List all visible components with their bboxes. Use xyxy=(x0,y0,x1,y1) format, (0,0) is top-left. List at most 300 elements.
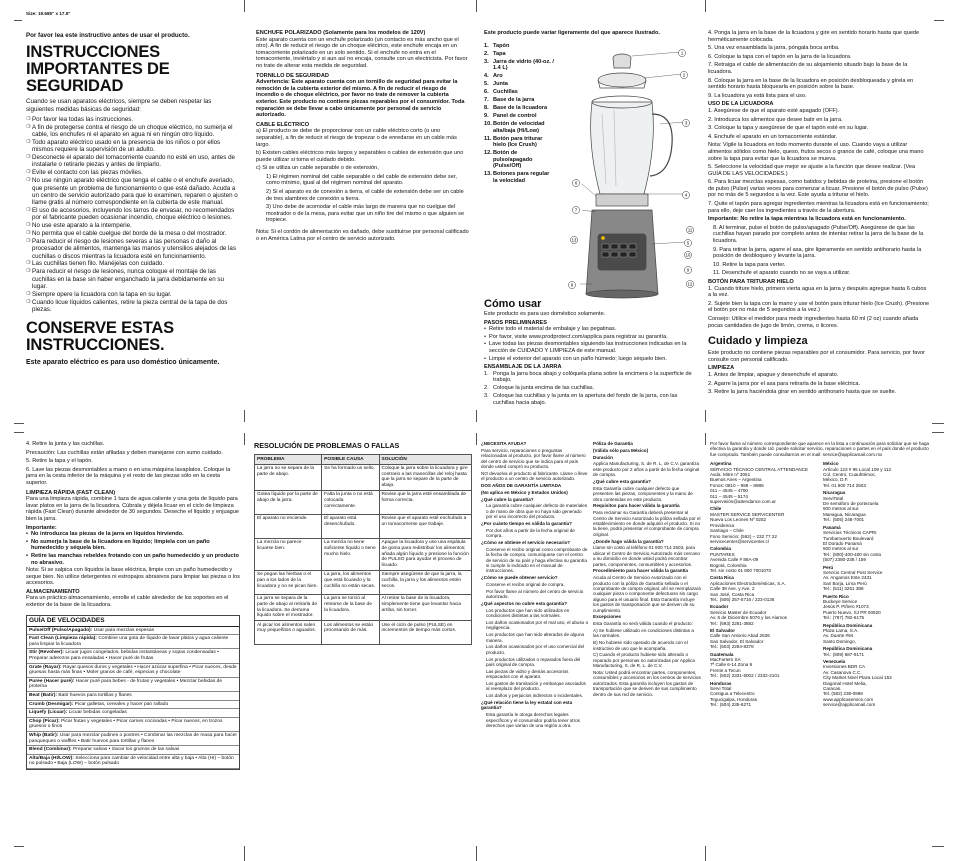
crop-mark xyxy=(14,423,24,424)
speed-name: Liquefy (Licuar): xyxy=(29,710,68,716)
part-label: Botón de velocidad alta/baja (Hi/Low) xyxy=(493,121,545,134)
how-to-use-title: Cómo usar xyxy=(484,298,542,310)
table-cell: La jarra no se separa de la parte de abajo. xyxy=(255,464,322,490)
part-number: 6. xyxy=(484,89,489,96)
service-centers-left xyxy=(710,459,817,707)
part-item xyxy=(484,73,554,80)
cord-subitem: 3) Uno debe de acomodar el cable más largo de manera que no cuelgue del mostrador o de la mesa, para evitar que un niño tire del mismo o que alguien se tropiece. xyxy=(266,204,465,224)
country-name: Nicaragua xyxy=(823,490,846,496)
part-label: Base de la jarra xyxy=(493,97,535,104)
assembly-step: 4. Ponga la jarra en la base de la licuadora y gire en sentido horario hasta que quede herméticamente colocada. xyxy=(708,30,920,43)
country-name: El Salvador xyxy=(710,628,736,633)
warranty-heading: ¿Donde hago válida la garantía? xyxy=(593,538,664,544)
center-line: supervisión@attendance.com.ar xyxy=(710,499,776,505)
center-line: Bogotá, Colombia xyxy=(710,562,747,568)
part-item xyxy=(484,89,554,96)
service-centers-header: Por favor llame al número correspondiente que aparece en la lista a continuación para solicitar que se haga efectiva la garantía y donde Ud. puede solicitar servicio, reparaciones o partes en el país donde el producto fue comprado. También puede consultarnos en el mail: service@applicamail.com.mx xyxy=(710,441,930,457)
table-cell: Coloque la jarra sobre la licuadora y gire contrario a las manecillas del reloj hasta que la jarra se separe de la parte de abajo. xyxy=(379,464,471,490)
center-line: Tel. sin costo 01 800 7001070 xyxy=(710,567,772,573)
warranty-text: Applica Manufacturing, S. de R. L. de C.V. garantiza este producto por 2 años a partir de la fecha original de compra. xyxy=(593,461,700,478)
use-step: 7. Quite el tapón para agregar ingredientes mientras la licuadora está en funcionamiento; para ello, deje caer los ingredientes a través de la abertura. xyxy=(708,201,929,214)
speed-guide-title: GUÍA DE VELOCIDADES xyxy=(27,616,239,627)
safety-item: ❍ No permita que el cable cuelgue del borde de la mesa o del mostrador. xyxy=(26,230,238,237)
table-cell: Al retirar la base de la licuadora, simplemente tiene que levantar hacia arriba, sin torcer. xyxy=(379,594,471,620)
center-line: De semáforo de portezuela xyxy=(823,501,879,507)
diagram-number: 10 xyxy=(685,252,691,258)
diagram-callout xyxy=(686,226,693,233)
cleaning-step: Precaución: Las cuchillas están afiladas y deben manejarse con sumo cuidado. xyxy=(26,449,223,456)
use-step: 5. Seleccione la velocidad que mejor se ajuste a la función que desee realizar. (Vea GUÍA DE LAS VELOCIDADES.) xyxy=(708,164,916,177)
preliminary-item: • Por favor, visite www.prodprotect.com/applica para registrar su garantía. xyxy=(484,334,700,341)
part-item xyxy=(484,97,554,104)
safety-item: ❍ No use ningún aparato eléctrico que tenga el cable o el enchufe averiado, que presente un problema de funcionamiento o que esté dañado. Acuda a un centro de servicio autorizado para que lo examinen, reparen o ajusten o llame gratis al número correspondiente en la cubierta de este manual. xyxy=(26,177,238,206)
diagram-callout xyxy=(568,281,575,288)
speed-name: Alta/Baja (HI/LOW): xyxy=(29,755,74,761)
assembly-item xyxy=(484,393,700,406)
crop-mark xyxy=(932,423,944,424)
important-list xyxy=(26,531,240,566)
use-step: 2. Introduzca los alimentos que desee batir en la jarra. xyxy=(708,116,843,123)
speed-description: Hacer puré para bebes - de frutas y vegetales • Mezclar bebidas de proteína xyxy=(29,678,223,690)
part-item xyxy=(484,121,554,134)
use-step: 11. Desenchufe el aparato cuando no se vaya a utilizar. xyxy=(713,270,851,277)
center-line: Caracas. xyxy=(823,686,842,692)
table-cell: La jarra se separa de la parte de abajo al retirarla de la licuadora. Se derrama líquido sobre el mostrador. xyxy=(255,594,322,620)
country-name: Chile xyxy=(710,506,722,512)
table-cell: La jarra se torció al retirarse de la base de la licuadora. xyxy=(322,594,379,620)
speed-row xyxy=(27,626,239,635)
cleaning-step: 1. Antes de limpiar, apague y desenchufe el aparato. xyxy=(708,371,839,378)
warranty-text: Por favor llame al número del centro de servicio autorizado. xyxy=(486,588,584,600)
center-line: Tel.: (511) 3251 388 xyxy=(823,586,864,592)
center-line: Av. 6 de Diciembre 5076 y los Alamos xyxy=(710,615,787,621)
table-cell: Se pegan las hierbas o el pan a los lados de la licuadora y no se pican bien. xyxy=(255,570,322,594)
table-row xyxy=(255,538,472,570)
ice-crush-heading: BOTÓN PARA TRITURAR HIELO xyxy=(708,279,794,285)
cord-note: Nota: Si el cordón de alimentación es dañado, debe sustituirse por personal calificado o en América Latina por el centro de servicio autorizado. xyxy=(256,229,469,242)
warranty-text: Para servicio, reparaciones o preguntas relacionadas al producto, por favor llame al número del centro de servicio que se indica para el país donde usted compró su producto. xyxy=(481,447,586,470)
safety-screw-heading: TORNILLO DE SEGURIDAD xyxy=(256,72,329,79)
cord-list xyxy=(256,128,469,172)
diagram-callout xyxy=(678,49,685,56)
safety-item: ❍ No use este aparato a la intemperie. xyxy=(26,222,238,229)
warranty-text: Esta Garantía no será válida cuando el producto: xyxy=(593,621,693,627)
center-line: Servicios Técnicos CAPRI xyxy=(823,530,877,536)
safety-item: ❍ Todo aparato eléctrico usado en la presencia de los niños o por ellos mismos requiere la supervisión de un adulto. xyxy=(26,139,238,154)
speed-row xyxy=(27,677,239,691)
speed-description: Picar galletas, cereales y hacer pan rallado xyxy=(74,701,169,707)
part-item xyxy=(484,105,554,112)
safety-item: ❍ Para reducir el riesgo de lesiones severas a las personas o daño al procesador de alimentos, mantenga las manos y utensilios alejados de las cuchillas o discos mientras la licuadora esté en funcionamiento. xyxy=(26,238,238,260)
country-name: Colombia xyxy=(710,546,731,552)
fast-clean-text: Para una limpieza rápida, combine 1 taza de agua caliente y una gota de líquido para lavar platos en la jarra de la licuadora. Cúbrala y déjela licuar en el ciclo de limpieza rápida (Fast Clean) durante alrededor de 30 segundos. Deseche el líquido y enjuague bien la jarra. xyxy=(26,496,240,522)
plug-cord-column xyxy=(256,30,469,244)
warranty-text: Para reclamar su Garantía deberá presentar al Centro de Servicio Autorizado la póliza sellada por el establecimiento en donde adquirió el producto. Si no la tiene, podrá presentar el comprobante de compra original. xyxy=(593,510,701,537)
speed-row xyxy=(27,717,239,731)
center-line: Tegucigalpa, Honduras xyxy=(710,696,757,702)
tip-text: Consejo: Utilice el medidor para medir ingredientes hasta 60 ml (2 oz) cuando añada pocas cantidades de jugo de limón, crema, o licores. xyxy=(708,315,919,329)
center-line: Artículo 123 # 95 Local 109 y 112 xyxy=(823,466,892,472)
uso-note: Nota: Vigile la licuadora en todo momento durante el uso. Cuando vaya a utilizar alimentos sólidos como hielo, queso, frutos secos o granos de café, coloque una mano sobre la tapa para evitar que la licuadora se mueva. xyxy=(708,142,924,162)
crop-mark xyxy=(244,410,245,422)
center-line: 500 metros al sur. xyxy=(823,506,860,512)
center-line: Col. Centro, Cuauhtémoc, xyxy=(823,472,877,478)
warranty-text: A) Se hubiese utilizado en condiciones distintas a las normales. xyxy=(593,628,694,639)
center-line: (507) 2380-238 / 159 xyxy=(823,557,866,563)
speed-name: Fast Clean (Limpieza rápida): xyxy=(29,636,97,642)
how-to-use-column xyxy=(484,30,700,406)
warranty-heading: DOS AÑOS DE GARANTÍA LIMITADA xyxy=(481,483,562,489)
warranty-text: Los productos que han sido utilizados en condiciones distintas a las normales. xyxy=(486,607,570,619)
speed-row xyxy=(27,692,239,701)
service-centers-right xyxy=(823,459,930,707)
table-header: POSIBLE CAUSA xyxy=(322,455,379,465)
preliminary-heading: PASOS PRELIMINARES xyxy=(484,319,547,326)
cord-item: b) Existen cables eléctricos más largos y separables o cables de extensión que uno puede utilizar si toma el cuidado debido. xyxy=(256,150,464,163)
speed-name: Beat (Batir): xyxy=(29,693,57,698)
speed-cell xyxy=(27,649,239,663)
part-label: Junta xyxy=(493,81,508,88)
crop-mark xyxy=(476,433,477,445)
service-centers-column xyxy=(710,441,930,708)
safety-column xyxy=(26,32,238,367)
crop-mark xyxy=(705,0,706,12)
crop-mark xyxy=(932,846,944,847)
part-label: Tapón xyxy=(493,42,510,49)
diagram-number: 5 xyxy=(686,240,690,246)
warranty-text: Los daños ocasionados por el uso comercial del producto. xyxy=(486,644,585,655)
diagram-callout xyxy=(572,179,579,186)
center-line: Puerto Nuevo, SJ PR 00920 xyxy=(823,609,881,615)
diagram-callout xyxy=(684,251,691,258)
diagram-number: 6 xyxy=(574,180,578,186)
warranty-mexico xyxy=(593,441,701,699)
center-line: Tel. (582) 238-0989 xyxy=(823,691,863,697)
warranty-heading: Póliza de Garantía xyxy=(593,441,633,446)
polarized-plug-text: Este aparato cuenta con un enchufe polarizado (un contacto es más ancho que el otro). A fin de reducir el riesgo de un choque eléctrico, este enchufe encaja en un tomacorriente polarizado en un solo sentido. Si el enchufe no entra en el tomacorriente, inviértalo y si aun así no encaja, consulte con un electricista. Por favor no trate de alterar esta medida de seguridad. xyxy=(256,36,468,69)
center-line: Jesús P. Piñero #1073 xyxy=(823,604,869,610)
table-cell: Revise que el aparato esté enchufado a un tomacorriente que trabaje. xyxy=(379,514,471,538)
warranty-text: Los gastos de tramitación y embarque asociados al reemplazo del producto. xyxy=(486,681,586,692)
assembly-step: 9. La licuadora ya está lista para el uso. xyxy=(708,92,807,99)
safety-item: ❍ Para reducir el riesgo de lesiones, nunca coloque el montaje de las cuchillas en la base sin haber enganchado la jarra debidamente en su lugar. xyxy=(26,268,238,290)
part-number: 1. xyxy=(484,42,489,49)
assembly-item xyxy=(484,371,700,384)
warranty-text: Nota: Usted podrá encontrar partes, componentes, consumibles y accesorios en los centros de servicios autorizados. Esta garantía incluyen los gastos de transportación que se deriven de sus cumplimiento dentro de sus red de servicio. xyxy=(593,670,701,697)
center-line: service@applicamail.com xyxy=(823,702,876,708)
storage-heading: ALMACENAMIENTO xyxy=(26,588,80,595)
table-cell: Falta la junta o no está colocada correctamente. xyxy=(322,490,379,514)
crop-mark xyxy=(14,20,22,21)
warranty-text: Esta garantía le otorga derechos legales específicos y el consumidor podría tener otros derechos que varían de una región a otra. xyxy=(486,712,580,729)
country-name: Costa Rica xyxy=(710,575,734,581)
part-number: 13. xyxy=(484,171,492,178)
crop-mark xyxy=(932,432,944,433)
safety-item: ❍ Por favor lea todas las instrucciones. xyxy=(26,116,238,123)
table-row xyxy=(255,570,472,594)
use-step: 9. Para retirar la jarra, agarre el asa, gire ligeramente en sentido antihorario hasta la posición de desbloqueo y levante la jarra. xyxy=(713,246,922,260)
center-line: Santiago – Chile xyxy=(710,528,744,534)
table-row xyxy=(255,621,472,645)
center-line: Av. Casanova C.C. xyxy=(823,669,862,675)
ice-step: 2. Sujete bien la tapa con la mano y use el botón para triturar hielo (Ice Crush). (Presione el botón por no más de 5 segundos a la vez.) xyxy=(708,300,930,314)
part-number: 11. xyxy=(484,135,492,142)
table-cell: Gotea líquido por la parte de abajo de la jarra. xyxy=(255,490,322,514)
warranty-heading: ¿Qué cubre esta garantía? xyxy=(593,479,651,484)
center-line: Avda. Mitre nº 3051 xyxy=(710,472,751,478)
speed-cell xyxy=(27,626,239,635)
table-cell: El aparato está desenchufado. xyxy=(322,514,379,538)
speed-guide xyxy=(26,615,240,770)
speed-name: Pulse/Off (Pulso/Apagado): xyxy=(29,627,93,633)
warranty-text: Los productos utilizados o reparados fuera del país original de compra. xyxy=(486,656,581,668)
crop-mark xyxy=(476,846,477,861)
part-label: Base de la licuadora xyxy=(493,105,548,112)
cleaning-step: 3. Retire la jarra haciéndola girar en sentido antihorario hasta que se suelte. xyxy=(708,389,897,396)
part-label: Jarra de vidrio (40-oz. / 1.4 L) xyxy=(493,58,554,72)
use-step: 10. Retire la tapa para verter. xyxy=(713,261,786,268)
diagram-number: 2 xyxy=(682,72,686,78)
warranty-text: Los productos que han sido alterados de alguna manera. xyxy=(486,632,585,643)
speed-cell xyxy=(27,700,239,709)
crop-mark xyxy=(476,0,477,12)
center-line: PUNTARES xyxy=(710,551,735,557)
center-line: Tel.: (787) 782-6175 xyxy=(823,615,865,621)
warranty-text: La garantía cubre cualquier defecto de materiales o de mano de obra que no haya sido generado por el uso incorrecto del producto. xyxy=(486,503,588,520)
center-line: Fonos: 0810 – 988 – 8988 xyxy=(710,482,764,488)
ice-step: 1. Cuando triture hielo, primero vierta agua en la jarra y después agregue hasta 6 cubos a la vez. xyxy=(708,285,927,299)
speed-name: Grate (Rayar): xyxy=(29,664,62,670)
diagram-callout xyxy=(684,239,691,246)
uso-heading: USO DE LA LICUADORA xyxy=(708,101,774,108)
center-line: 500 metros al sur xyxy=(823,546,859,552)
warranty-general xyxy=(481,441,589,730)
diagram-callout xyxy=(680,71,687,78)
important-item: • No introduzca las piezas de la jarra en líquidos hirviendo. xyxy=(26,531,240,538)
center-line: 7ª Calle 6-14 Zona 9 xyxy=(710,662,753,668)
fast-clean-heading: LIMPIEZA RÁPIDA (FAST CLEAN) xyxy=(26,489,116,496)
part-item xyxy=(484,59,554,72)
troubleshooting-table xyxy=(254,454,472,645)
part-item xyxy=(484,81,554,88)
preliminary-list xyxy=(484,326,700,362)
speed-row xyxy=(27,635,239,649)
part-label: Aro xyxy=(493,73,503,80)
part-number: 5. xyxy=(484,81,489,88)
safety-item: ❍ Evite el contacto con las piezas móviles. xyxy=(26,169,238,176)
warranty-text: Conserve el recibo original de compra. xyxy=(486,582,565,588)
center-line: Tel.: (505) 248-7001 xyxy=(823,517,865,523)
speed-row xyxy=(27,663,239,677)
use-step: 6. Para licuar mezclas espesas, como batidos y bebidas de proteína, presione el botón de pulso (Pulse) varias veces para comenzar a licuar. Presione el botón de pulso (Pulse) por no más de 5 segundos a la vez. Este ayuda a triturar el hielo. xyxy=(708,179,928,199)
center-line: Santo Domingo, xyxy=(823,638,856,644)
center-line: ServiTotal xyxy=(823,495,844,501)
table-header: PROBLEMA xyxy=(255,455,322,465)
center-line: Buckeye Service xyxy=(823,598,858,604)
part-item xyxy=(484,43,554,50)
crop-mark xyxy=(244,846,245,861)
table-cell: Apague la licuadora y use una espátula de goma para redistribuir los alimentos; añada algún líquido y presione la función de PULSO para ayudar el proceso de licuado. xyxy=(379,538,471,570)
crop-mark xyxy=(244,0,245,12)
crop-mark xyxy=(244,433,245,445)
center-line: SERVICIO TÉCNICO CENTRAL ATTENDANCE xyxy=(710,466,809,472)
center-line: City Market Nivel Plaza Local 153 xyxy=(823,675,892,681)
warranty-heading: ¿Qué relación tiene la ley estatal con esta garantía? xyxy=(481,700,573,711)
diagram-number: 8 xyxy=(570,282,574,288)
table-cell: El aparato no enciende. xyxy=(255,514,322,538)
crop-mark xyxy=(14,846,24,847)
safety-list xyxy=(26,116,238,313)
safety-item: ❍ Las cuchillas tienen filo. Manéjelas con cuidado. xyxy=(26,260,238,267)
speed-name: Stir (Revolver): xyxy=(29,650,65,656)
warranty-text: Por dos años a partir de la fecha original de compra. xyxy=(486,527,575,539)
center-line: Contigua a Telecentro xyxy=(710,691,755,697)
warranty-heading: Excepciones xyxy=(593,614,622,620)
table-cell: La mezcla no tiene suficiente líquido o tiene mucho hielo. xyxy=(322,538,379,570)
speed-row xyxy=(27,649,239,663)
speed-description: Selecciona para cambiar de velocidad entre alta y baja • Alta (HI) – botón no pulsado • Baja (LOW) – botón pulsado xyxy=(29,755,234,767)
warranty-text: Conserve el recibo original como comprobante de la fecha de compra, comuníquese con el centro de servicio de su país y haga efectiva su garantía si cumple lo indicado en el manual de instrucciones. xyxy=(486,546,588,574)
crop-mark xyxy=(705,433,706,445)
country-name: Ecuador xyxy=(710,604,729,610)
warranty-heading: ¿Qué aspectos no cubre esta garantía? xyxy=(481,601,568,607)
country-name: República Dominicana xyxy=(823,622,873,628)
cord-sublist xyxy=(256,174,469,224)
warranty-heading: Requisitos para hacer válida la garantía xyxy=(593,503,680,509)
speed-description: Licuar jugos congelados, bebidas instantáneas y sopas condensadas • Preparar aderezos para ensaladas • Hacer puré de frutas xyxy=(29,650,219,662)
cord-subitem: 1) El régimen nominal del cable separable o del cable de extensión debe ser, como mínimo, igual al del régimen nominal del aparato. xyxy=(266,173,457,187)
part-label: Panel de control xyxy=(493,113,537,120)
center-line: Av. Duarte #94 xyxy=(823,633,854,639)
diagram-callout xyxy=(684,266,691,273)
part-number: 2. xyxy=(484,50,489,57)
center-line: Tel.: (506) 257-5716 / 223-0136 xyxy=(710,596,775,602)
diagram-number: 9 xyxy=(686,267,690,273)
speed-cell xyxy=(27,717,239,731)
assembly-step: 6. Coloque la tapa con el tapón en la jarra de la licuadora. xyxy=(708,53,852,60)
center-line: Tel.: (503) 2284-8378 xyxy=(710,644,754,650)
blender-use-column xyxy=(708,30,930,398)
size-label: Size: 19.685" x 17.5" xyxy=(26,11,71,16)
center-line: servicecenter@servicenter.cl xyxy=(710,538,769,544)
part-number: 10. xyxy=(484,121,492,128)
table-cell: Se ha formado un sello. xyxy=(322,464,379,490)
center-line: México, D.F. xyxy=(823,477,849,483)
part-number: 4. xyxy=(484,73,489,80)
country-name: Honduras xyxy=(710,680,732,686)
warranty-heading: ¿Cómo se puede obtener servicio? xyxy=(481,575,558,581)
assembly-item xyxy=(484,385,700,392)
speed-name: Whip (Batir): xyxy=(29,732,59,738)
speed-cell xyxy=(27,746,239,755)
important-item: • Retire las manchas rebeldes frotando con un paño humedecido y un producto no abrasivo. xyxy=(26,553,240,566)
safety-item: ❍ Desconecte el aparato del tomacorriente cuando no esté en uso, antes de instalarle o retirarle piezas y antes de limpiarlo. xyxy=(26,154,238,169)
diagram-callout xyxy=(572,206,579,213)
part-label: Cuchillas xyxy=(493,89,518,96)
assembly-step: 7. Retraiga el cable de alimentación de su alojamiento situado bajo la base de la licuadora. xyxy=(708,62,908,75)
speed-cell xyxy=(27,754,239,768)
part-item xyxy=(484,51,554,58)
speed-description: Preparar salsas • Sacar los grumos de las salsas xyxy=(73,747,180,753)
jar-assembly-heading: ENSAMBLAJE DE LA JARRA xyxy=(484,364,562,371)
cleaning-column xyxy=(26,441,240,770)
warranty-text: Los daños y perjuicios indirectos o incidentales. xyxy=(486,693,584,699)
part-item xyxy=(484,150,554,170)
safety-screw-text: Advertencia: Este aparato cuenta con un tornillo de seguridad para evitar la remoción de la cubierta exterior del mismo. A fin de reducir el riesgo de incendio o de choque eléctrico, por favor no trate de remover la cubierta exterior. Este producto no contiene piezas reparables por el consumidor. Toda reparación se debe llevar a cabo únicamente por personal de servicio autorizado. xyxy=(256,79,465,119)
use-step: 4. Enchufe el aparato en un tomacorriente estándar. xyxy=(708,133,838,140)
part-number: 3. xyxy=(484,58,489,65)
preliminary-item: • Lave todas las piezas desmontables siguiendo las instrucciones indicadas en la sección de CUIDADO Y LIMPIEZA de este manual. xyxy=(484,341,700,354)
center-line: Tel.: (593) 2281-3882 xyxy=(710,620,754,626)
diagram-number: 1 xyxy=(680,50,684,56)
polarized-plug-heading: ENCHUFE POLARIZADO (Solamente para los modelos de 120V) xyxy=(256,30,426,36)
center-line: Fono Servicio: (562) – 232 77 22 xyxy=(710,533,777,539)
speed-name: Blend (Combinar): xyxy=(29,747,72,753)
center-line: Tel.: (502) 2331-5002 / 2332-2101 xyxy=(710,673,780,679)
part-number: 7. xyxy=(484,97,489,104)
part-label: Botón de pulso/apagado (Pulse/Off) xyxy=(493,150,533,170)
part-item xyxy=(484,136,554,149)
part-number: 12. xyxy=(484,150,492,157)
important-note: Importante: No retire la tapa mientras la licuadora está en funcionamiento. xyxy=(708,216,906,223)
speed-cell xyxy=(27,709,239,718)
blender-illustration xyxy=(562,44,700,306)
center-line: Aplicaciones Electrodomésticas, S.A. xyxy=(710,580,786,586)
center-line: Tel. 01 800 714 2503 xyxy=(823,482,866,488)
cleaning-step: 4. Retire la junta y las cuchillas. xyxy=(26,441,105,447)
warranty-heading: ¿NECESITA AYUDA? xyxy=(481,441,527,446)
safety-intro: Cuando se usan aparatos eléctricos, siempre se deben respetar las siguientes medidas básicas de seguridad: xyxy=(26,98,212,113)
troubleshooting-column xyxy=(254,441,472,645)
cord-item: c) Si se utiliza un cable separable o de extensión, xyxy=(256,165,379,172)
center-line: Servi Total xyxy=(710,686,732,692)
speed-row xyxy=(27,709,239,718)
center-line: Frente a Tecun xyxy=(710,667,741,673)
center-line: Nueva Los Leones Nº 0252 xyxy=(710,517,767,523)
warranty-text: Los daños ocasionados por el mal uso, el abuso o negligencia. xyxy=(486,620,589,631)
center-line: Servicio Central Post Service xyxy=(823,569,883,575)
cleaning-step: 6. Lave las piezas desmontables a mano o en una máquina lavaplatos. Coloque la jarra en la cesta inferior de la máquina y el resto de las piezas sólo en la cesta superior. xyxy=(26,466,231,486)
center-line: Avenida Calle # 88A-09 xyxy=(710,557,759,563)
crop-mark xyxy=(705,410,706,422)
warranty-heading: (Válida sólo para México) xyxy=(593,447,649,453)
warranty-heading: ¿Cómo se obtiene el servicio necesario? xyxy=(481,540,571,546)
diagram-number: 7 xyxy=(574,207,578,213)
speed-row xyxy=(27,700,239,709)
center-line: Plaza Lama, S.A. xyxy=(823,628,859,633)
parts-list xyxy=(484,43,554,185)
crop-mark xyxy=(476,410,477,422)
storage-text: Para un práctico almacenamiento, enrolle el cable alrededor de los soportes en el exterior de la base de la licuadora. xyxy=(26,595,229,609)
table-row xyxy=(255,514,472,538)
intro-line: Por favor lea este instructivo antes de usar el producto. xyxy=(26,32,190,39)
center-line: Managua, Nicaragua xyxy=(823,511,866,517)
center-line: Calle San Antonio Abad 2636 xyxy=(710,633,770,639)
speed-description: Batir huevos para tortillas y flanes xyxy=(58,693,132,698)
part-label: Tapa xyxy=(493,50,506,57)
table-cell: La mezcla no parece licuarse bien. xyxy=(255,538,322,570)
jar-assembly-list xyxy=(484,371,700,407)
cord-subitem: 2) Si el aparato es de conexión a tierra, el cable de extensión debe ser un cable de tres alambres de conexión a tierra. xyxy=(266,189,464,202)
table-cell: La jarra, los alimentos que está licuando y la cuchilla no están secas. xyxy=(322,570,379,594)
part-label: Botones para regular la velocidad xyxy=(493,171,550,184)
country-name: Venezuela xyxy=(823,659,846,665)
table-cell: Revise que la jarra esté ensamblada de forma correcta. xyxy=(379,490,471,514)
assembly-text: Coloque las cuchillas y la junta en la apertura del fondo de la jarra, con las cuchillas hacia abajo. xyxy=(493,393,678,406)
part-item xyxy=(484,113,554,120)
part-label: Botón para triturar hielo (Ice Crush) xyxy=(493,135,543,149)
warranty-text: Las piezas de vidrio y demás accesorios empacados con el aparato. xyxy=(486,668,569,680)
